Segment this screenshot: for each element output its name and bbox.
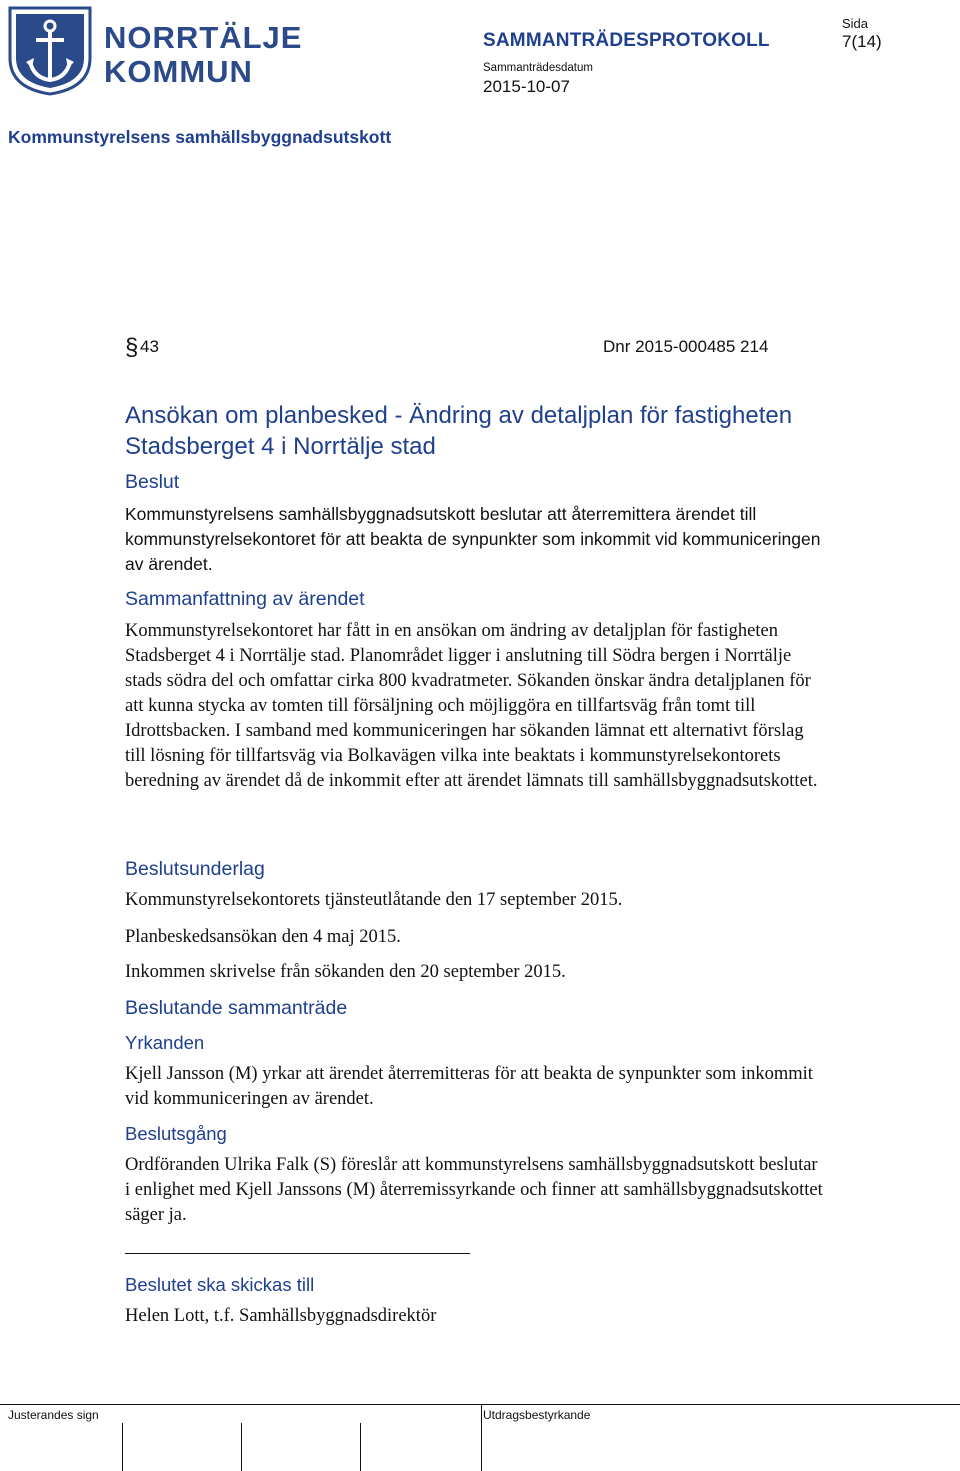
yrkanden-text: Kjell Jansson (M) yrkar att ärendet återremitteras för att beakta de synpunkter som inkommit vid kommuniceringen av ärendet. — [125, 1064, 813, 1109]
heading-sammanfattning: Sammanfattning av ärendet — [125, 588, 365, 610]
heading-yrkanden: Yrkanden — [125, 1032, 205, 1053]
underlag-item: Kommunstyrelsekontorets tjänsteutlåtande den 17 september 2015. — [125, 890, 623, 910]
heading-beslutsunderlag: Beslutsunderlag — [125, 858, 265, 880]
protocol-title: SAMMANTRÄDESPROTOKOLL — [483, 30, 770, 51]
section-divider — [125, 1253, 470, 1254]
sammanfattning-text: Kommunstyrelsekontoret har fått in en ansökan om ändring av detaljplan för fastigheten Stadsberget 4 i Norrtälje stad. Planområdet ligger i anslutning till Södra bergen i Norrtälje stads södra del och omfattar cirka 800 kvadratmeter. Sökanden önskar ändra detaljplanen för att kunna stycka av tomten till försäljning och möjliggöra en tillfartsväg från tomt till Idrottsbacken. I samband med kommuniceringen har sökanden lämnat ett alternativt förslag till lösning för tillfartsväg via Bolkavägen vilka inte beaktats i kommunstyrelsekontorets beredning av ärendet då de inkommit efter att ärendet lämnats till samhällsbyggnadsutskottet. — [125, 621, 818, 791]
page-label: Sida — [842, 16, 869, 31]
logo-text-line1: NORRTÄLJE — [104, 20, 303, 55]
underlag-item: Planbeskedsansökan den 4 maj 2015. — [125, 927, 401, 947]
heading-beslutsgang: Beslutsgång — [125, 1123, 227, 1144]
diary-number: Dnr 2015-000485 214 — [603, 337, 769, 356]
justerandes-sign-label: Justerandes sign — [8, 1408, 99, 1422]
committee-name: Kommunstyrelsens samhällsbyggnadsutskott — [8, 127, 392, 147]
signature-footer — [0, 1404, 960, 1471]
underlag-item: Inkommen skrivelse från sökanden den 20 september 2015. — [125, 962, 566, 982]
signature-box-divider — [241, 1423, 242, 1471]
signature-box-divider — [481, 1405, 482, 1471]
recipient-text: Helen Lott, t.f. Samhällsbyggnadsdirektör — [125, 1306, 437, 1326]
paragraph-number: 43 — [140, 337, 159, 356]
meeting-date-label: Sammanträdesdatum — [483, 62, 593, 74]
page-number: 7(14) — [842, 32, 882, 51]
heading-beslutet-skickas: Beslutet ska skickas till — [125, 1274, 315, 1295]
signature-box-divider — [360, 1423, 361, 1471]
logo-text-line2: KOMMUN — [104, 54, 253, 89]
heading-beslut: Beslut — [125, 471, 180, 493]
norrtalje-kommun-logo — [8, 6, 303, 96]
page-title: Ansökan om planbesked - Ändring av detaljplan för fastigheten Stadsberget 4 i Norrtälje stad — [125, 402, 793, 460]
meeting-date: 2015-10-07 — [483, 77, 570, 96]
coat-of-arms-icon — [8, 6, 303, 96]
signature-box-divider — [122, 1423, 123, 1471]
paragraph-mark: § — [125, 334, 139, 361]
heading-beslutande-sammantrade: Beslutande sammanträde — [125, 997, 348, 1019]
beslutsgang-text: Ordföranden Ulrika Falk (S) föreslår att kommunstyrelsens samhällsbyggnadsutskott beslutar i enlighet med Kjell Janssons (M) återremissyrkande och finner att samhällsbyggnadsutskottet säger ja. — [125, 1155, 823, 1225]
utdragsbestyrkande-label: Utdragsbestyrkande — [483, 1408, 591, 1422]
beslut-text: Kommunstyrelsens samhällsbyggnadsutskott beslutar att återremittera ärendet till kommunstyrelsekontoret för att beakta de synpunkter som inkommit vid kommuniceringen av ärendet. — [125, 504, 821, 574]
